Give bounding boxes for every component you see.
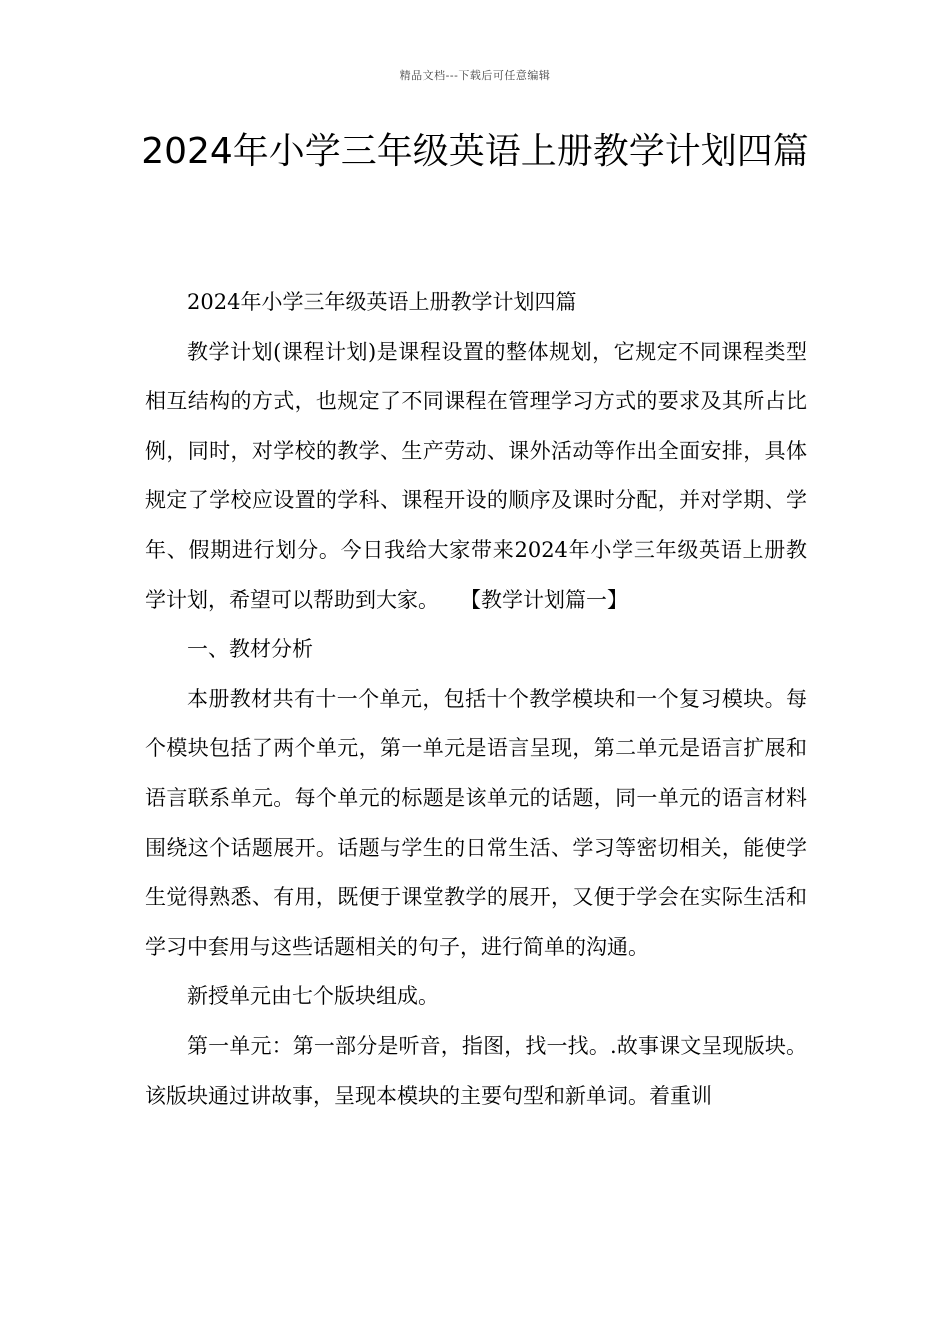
paragraph-intro: 教学计划(课程计划)是课程设置的整体规划，它规定不同课程类型相互结构的方式，也规定了不同课程在管理学习方式的要求及其所占比例，同时，对学校的教学、生产劳动、课外活动等作出全面安排，具体规定了学校应设置的学科、课程开设的顺序及课时分配，并对学期、学年、假期进行划分。今日我给大家带来2024年小学三年级英语上册教学计划，希望可以帮助到大家。 【教学计划篇一】 [145, 339, 807, 612]
page-header-note: 精品文档---下载后可任意编辑 [399, 69, 551, 82]
paragraph-unit-sections: 新授单元由七个版块组成。 [187, 984, 439, 1009]
paragraph-subtitle: 2024年小学三年级英语上册教学计划四篇 [187, 290, 577, 314]
document-title: 2024年小学三年级英语上册教学计划四篇 [141, 131, 809, 172]
section-heading-textbook-analysis: 一、教材分析 [187, 637, 313, 662]
paragraph-textbook-analysis: 本册教材共有十一个单元，包括十个教学模块和一个复习模块。每个模块包括了两个单元，第一单元是语言呈现，第二单元是语言扩展和语言联系单元。每个单元的标题是该单元的话题，同一单元的语言材料围绕这个话题展开。话题与学生的日常生活、学习等密切相关，能使学生觉得熟悉、有用，既便于课堂教学的展开，又便于学会在实际生活和学习中套用与这些话题相关的句子，进行简单的沟通。 [145, 686, 807, 959]
document-body [145, 278, 807, 1121]
paragraph-unit-one: 第一单元：第一部分是听音，指图，找一找。.故事课文呈现版块。该版块通过讲故事，呈现本模块的主要句型和新单词。着重训 [145, 1033, 807, 1108]
